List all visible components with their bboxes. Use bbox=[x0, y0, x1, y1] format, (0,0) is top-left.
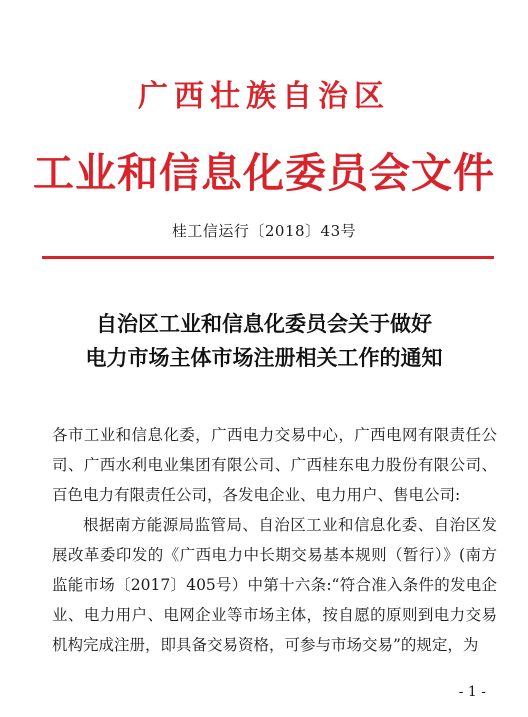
page-number: - 1 - bbox=[458, 684, 486, 700]
notice-title-line-1: 自治区工业和信息化委员会关于做好 bbox=[96, 311, 432, 336]
body-paragraph-1: 根据南方能源局监管局、自治区工业和信息化委、自治区发展改革委印发的《广西电力中长期交易基本规则（暂行）》(南方监能市场〔2017〕405号）中第十六条:“符合准入条件的发电企业、电力用户、电网企业等市场主体，按自愿的原则到电力交易机构完成注册，即具备交易资格，可参与市场交易”的规定，为 bbox=[52, 516, 497, 654]
notice-title bbox=[0, 307, 528, 375]
notice-title-line-2: 电力市场主体市场注册相关工作的通知 bbox=[85, 345, 443, 370]
issuer-document-title: 工业和信息化委员会文件 bbox=[33, 149, 495, 197]
issuer-region: 广西壮族自治区 bbox=[138, 79, 390, 114]
addressees-paragraph: 各市工业和信息化委，广西电力交易中心，广西电网有限责任公司、广西水利电业集团有限公司、广西桂东电力股份有限公司、百色电力有限责任公司，各发电企业、电力用户、售电公司: bbox=[52, 426, 497, 504]
document-number: 桂工信运行〔2018〕43号 bbox=[171, 222, 357, 240]
notice-body bbox=[52, 420, 497, 660]
red-divider-line bbox=[42, 256, 494, 259]
